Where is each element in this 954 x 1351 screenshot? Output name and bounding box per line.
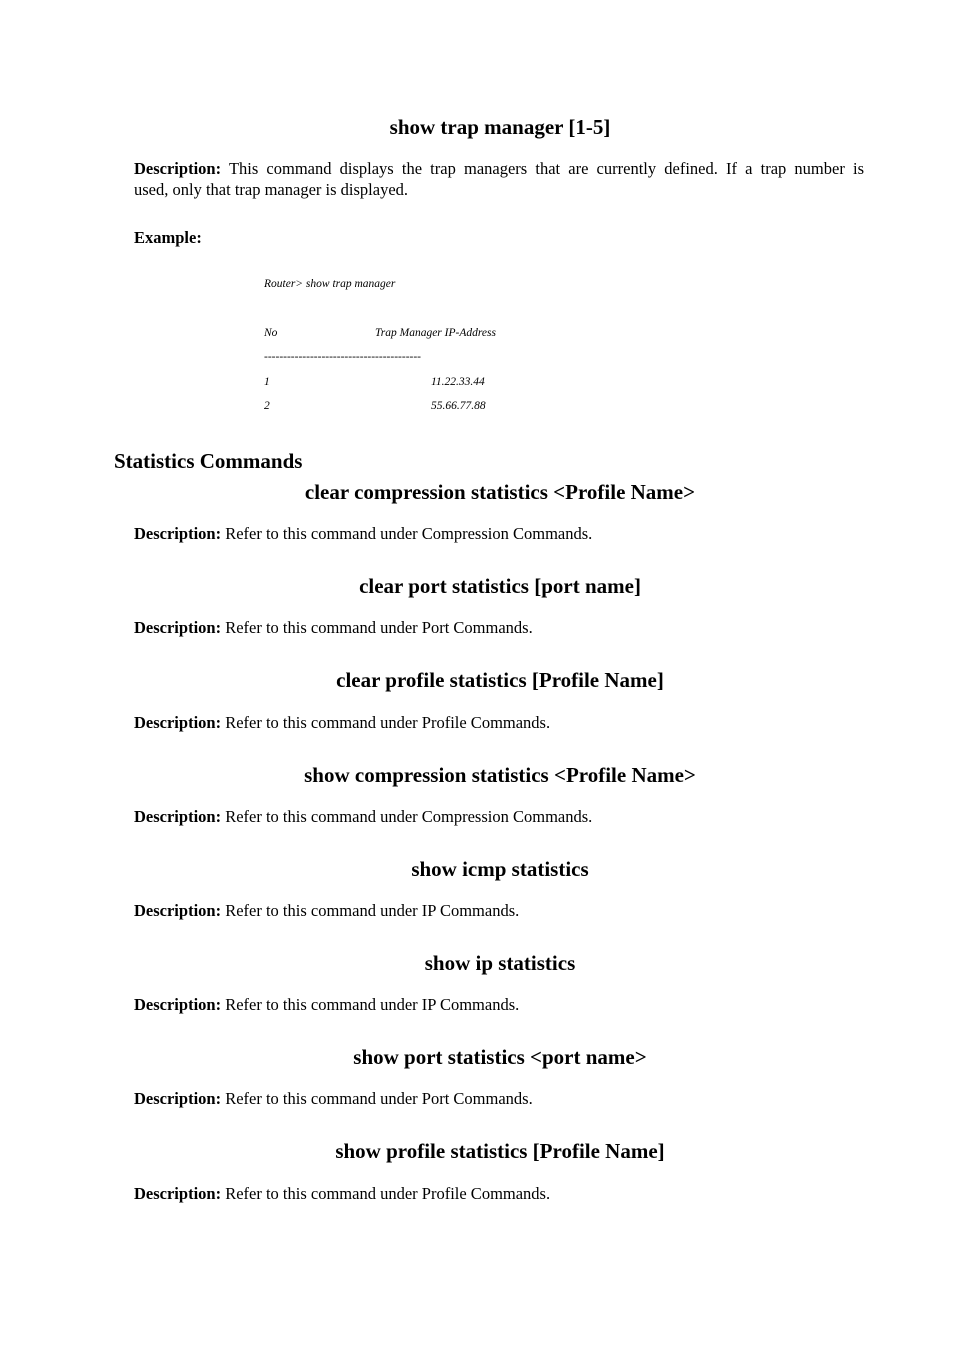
description-text: Refer to this command under Profile Commands. [225, 1184, 551, 1203]
command-description [134, 994, 864, 1015]
command-description [134, 523, 864, 544]
section-title: Statistics Commands [114, 449, 303, 473]
example-row-ip: 11.22.33.44 [431, 376, 485, 388]
example-row-no: 1 [264, 376, 270, 388]
command-heading: show profile statistics [Profile Name] [335, 1139, 665, 1163]
command-description [134, 1183, 864, 1204]
command-description [134, 900, 864, 921]
command-description [134, 806, 864, 827]
command-heading: clear profile statistics [Profile Name] [336, 668, 664, 692]
description-label: Description: [134, 713, 222, 732]
command-heading: show port statistics <port name> [353, 1045, 647, 1069]
description-label: Description: [134, 1089, 222, 1108]
command-heading: clear compression statistics <Profile Name> [304, 480, 696, 504]
command-description [134, 1088, 864, 1109]
command-heading: show ip statistics [424, 951, 576, 975]
description-text: Refer to this command under IP Commands. [225, 901, 520, 920]
command-heading-show-trap-manager: show trap manager [1-5] [389, 115, 611, 139]
description-text: Refer to this command under Profile Commands. [225, 713, 551, 732]
example-separator: ----------------------------------------- [264, 351, 422, 363]
description-label: Description: [134, 1184, 222, 1203]
example-prompt: Router> show trap manager [264, 278, 396, 290]
example-label: Example: [134, 228, 202, 247]
description-label: Description: [134, 618, 222, 637]
description-text: Refer to this command under IP Commands. [225, 995, 520, 1014]
description-text: Refer to this command under Port Commands. [225, 618, 533, 637]
description-label: Description: [134, 524, 222, 543]
example-row-ip: 55.66.77.88 [431, 400, 486, 412]
description-label: Description: [134, 901, 222, 920]
description-label: Description: [134, 159, 222, 178]
description-text: Refer to this command under Port Commands. [225, 1089, 533, 1108]
command-description [134, 617, 864, 638]
trap-description [134, 158, 864, 200]
description-text: Refer to this command under Compression Commands. [225, 807, 593, 826]
command-heading: clear port statistics [port name] [359, 574, 641, 598]
description-text: Refer to this command under Compression Commands. [225, 524, 593, 543]
example-row-no: 2 [264, 400, 270, 412]
description-text-line2: used, only that trap manager is displayed. [134, 180, 409, 199]
example-col-ip: Trap Manager IP-Address [375, 327, 496, 339]
command-heading: show icmp statistics [411, 857, 589, 881]
command-heading: show compression statistics <Profile Name> [304, 763, 696, 787]
command-description [134, 712, 864, 733]
description-label: Description: [134, 995, 222, 1014]
description-label: Description: [134, 807, 222, 826]
description-text-line1: This command displays the trap managers that are currently defined. If a trap number is [228, 159, 864, 178]
example-col-no: No [264, 327, 278, 339]
